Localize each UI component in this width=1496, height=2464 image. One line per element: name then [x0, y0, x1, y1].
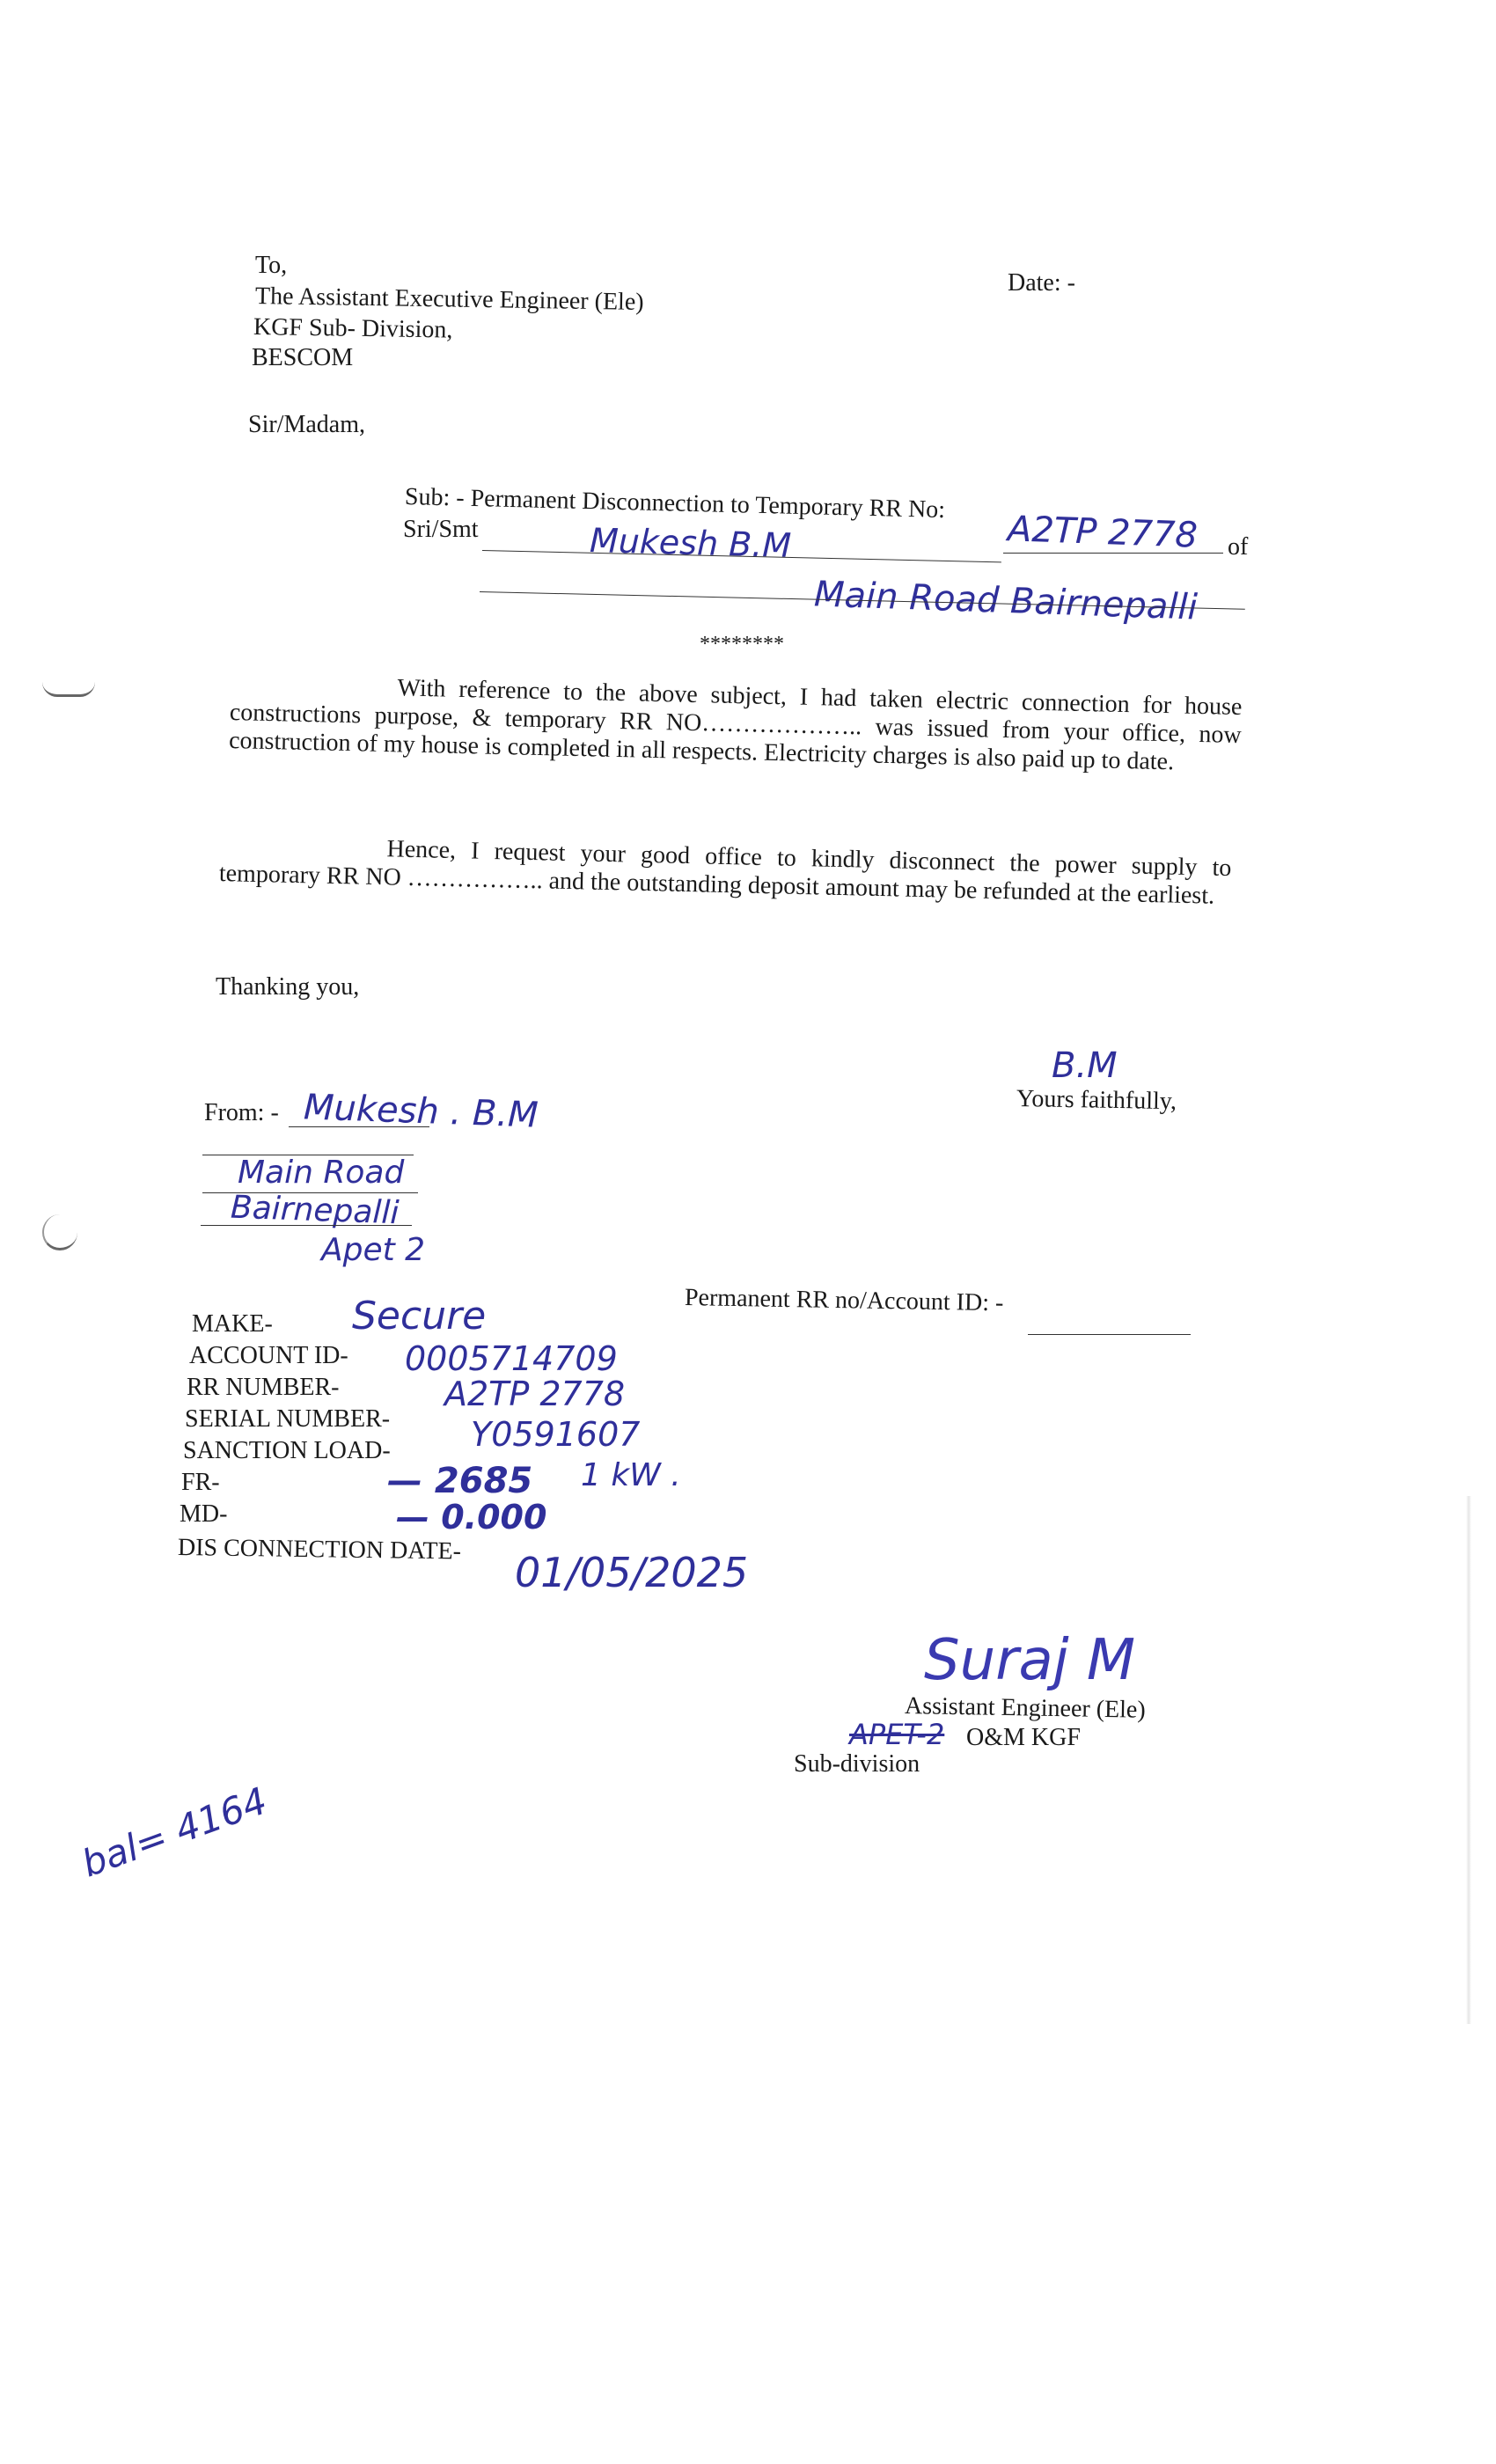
recipient-title: The Assistant Executive Engineer (Ele) [254, 282, 644, 316]
punch-hole [42, 1214, 77, 1250]
from-address-2: Bairnepalli [230, 1189, 400, 1232]
recipient-division: KGF Sub- Division, [253, 313, 453, 344]
from-address-line-3 [201, 1225, 412, 1226]
make-value: Secure [352, 1294, 487, 1338]
page-edge-shadow [1466, 1496, 1471, 2024]
rr-underline [1003, 553, 1223, 554]
subject-line: Sub: - Permanent Disconnection to Temporary RR No: [404, 483, 946, 524]
disconnection-date-label: DIS CONNECTION DATE- [177, 1534, 462, 1566]
engineer-title: Assistant Engineer (Ele) [904, 1692, 1146, 1724]
punch-mark [42, 682, 95, 697]
yours-faithfully: Yours faithfully, [1016, 1085, 1177, 1116]
from-name: Mukesh . B.M [303, 1087, 539, 1136]
recipient-org: BESCOM [252, 344, 354, 371]
fr-label: FR- [181, 1469, 220, 1496]
fr-value: — 2685 [387, 1461, 533, 1501]
srismt-label: Sri/Smt [403, 516, 479, 543]
md-label: MD- [180, 1500, 228, 1528]
sanction-load-label: SANCTION LOAD- [183, 1437, 391, 1464]
to-label: To, [255, 252, 288, 279]
md-value: — 0.000 [396, 1498, 547, 1536]
applicant-signature: B.M [1052, 1045, 1118, 1086]
rr-number-value: A2TP 2778 [444, 1375, 626, 1413]
engineer-subdivision: Sub-division [794, 1750, 920, 1778]
from-address-1: Main Road [238, 1155, 405, 1191]
permanent-rr-blank [1028, 1334, 1191, 1335]
make-label: MAKE- [192, 1310, 273, 1338]
sanction-load-value: 1 kW . [581, 1457, 681, 1493]
serial-number-label: SERIAL NUMBER- [185, 1405, 391, 1433]
account-id-label: ACCOUNT ID- [189, 1342, 348, 1369]
engineer-office-stamp: APET-2 [849, 1718, 945, 1751]
from-address-3: Apet 2 [321, 1232, 426, 1268]
rr-number-label: RR NUMBER- [187, 1374, 340, 1401]
date-label: Date: - [1008, 269, 1075, 297]
subject-of: of [1228, 533, 1249, 561]
paragraph-reference: With reference to the above subject, I had taken electric connection for house constructions purpose, & temporary RR NO……………….. was issued from your office, now construction of my house is completed in all respects. Electricity charges is also paid up to date. [228, 674, 1243, 776]
disconnection-date-value: 01/05/2025 [515, 1549, 749, 1596]
paragraph-request: Hence, I request your good office to kindly disconnect the power supply to temporary RR NO …………….. and the outstanding deposit amount may be refunded at the earliest. [218, 835, 1232, 910]
subject-rr-number: A2TP 2778 [1007, 509, 1199, 556]
balance-note: bal= 4164 [76, 1778, 273, 1886]
separator-stars: ******** [700, 633, 784, 656]
from-underline [289, 1126, 429, 1127]
engineer-office: O&M KGF [966, 1724, 1081, 1751]
from-label: From: - [204, 1099, 279, 1126]
serial-number-value: Y0591607 [471, 1415, 641, 1454]
engineer-signature: Suraj M [924, 1628, 1136, 1693]
applicant-address: Main Road Bairnepalli [813, 574, 1199, 628]
applicant-name: Mukesh B.M [589, 521, 792, 565]
account-id-value: 0005714709 [405, 1339, 618, 1378]
thanking-you: Thanking you, [216, 973, 360, 1001]
salutation: Sir/Madam, [248, 411, 365, 438]
permanent-rr-label: Permanent RR no/Account ID: - [684, 1284, 1004, 1317]
